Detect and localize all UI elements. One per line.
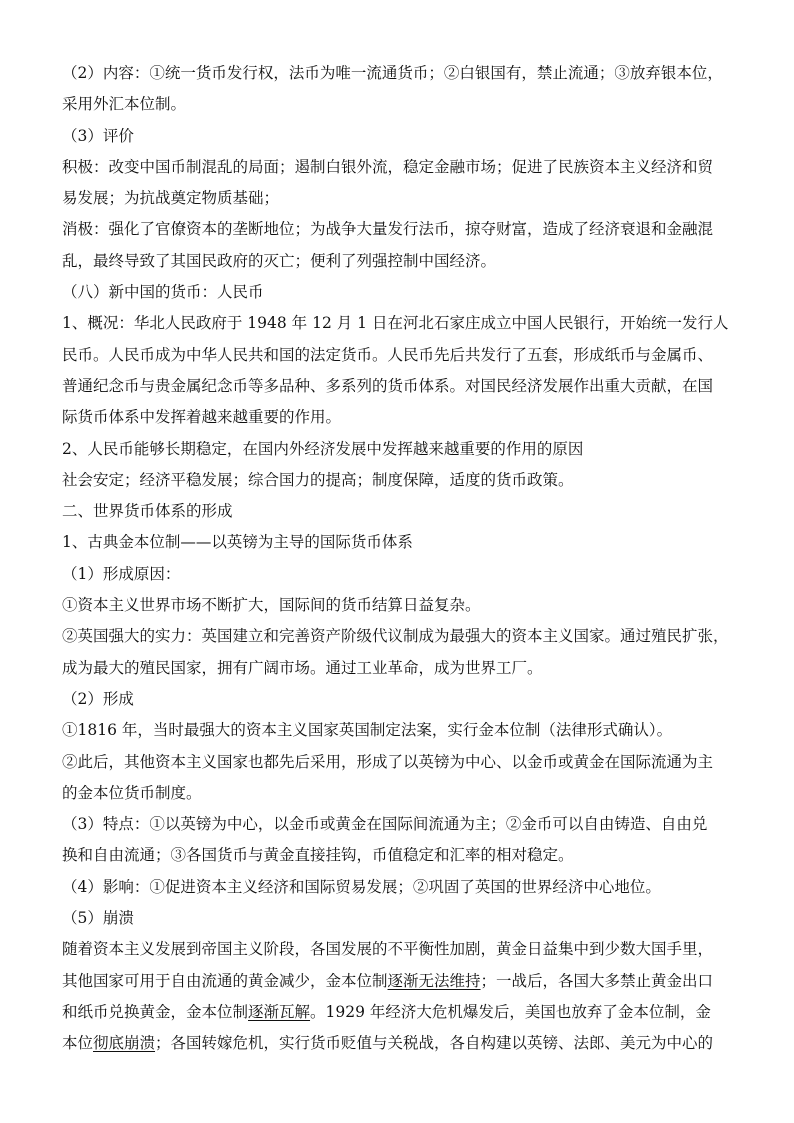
text-line: （2）形成 (62, 689, 134, 708)
text-line: 成为最大的殖民国家，拥有广阔市场。通过工业革命，成为世界工厂。 (62, 658, 543, 677)
text-line (62, 997, 742, 1028)
text-line: （4）影响：①促进资本主义经济和国际贸易发展；②巩固了英国的世界经济中心地位。 (62, 877, 661, 896)
text-line: （3）特点：①以英镑为中心，以金币或黄金在国际间流通为主；②金币可以自由铸造、自由兑 (62, 815, 708, 834)
text-segment: ；一战后，各国大多禁止黄金出口 (480, 971, 714, 990)
text-line: 民币。人民币成为中华人民共和国的法定货币。人民币先后共发行了五套，形成纸币与金属币、 (62, 345, 714, 364)
text-segment: 和纸币兑换黄金，金本位制 (62, 1002, 249, 1021)
document-page (62, 58, 742, 1060)
text-line (62, 966, 742, 997)
text-line: 普通纪念币与贵金属纪念币等多品种、多系列的货币体系。对国民经济发展作出重大贡献，在国 (62, 376, 714, 395)
text-line: 2、人民币能够长期稳定，在国内外经济发展中发挥越来越重要的作用的原因 (62, 439, 584, 458)
text-line: 的金本位货币制度。 (62, 783, 202, 802)
text-line: ②英国强大的实力：英国建立和完善资产阶级代议制成为最强大的资本主义国家。通过殖民扩张， (62, 627, 729, 646)
text-line: 消极：强化了官僚资本的垄断地位；为战争大量发行法币，掠夺财富，造成了经济衰退和金融混 (62, 220, 714, 239)
text-line: ①资本主义世界市场不断扩大，国际间的货币结算日益复杂。 (62, 596, 481, 615)
section-heading: 二、世界货币体系的形成 (62, 502, 233, 521)
text-line: 社会安定；经济平稳发展；综合国力的提高；制度保障，适度的货币政策。 (62, 470, 574, 489)
text-segment: ；各国转嫁危机，实行货币贬值与关税战，各自构建以英镑、法郎、美元为中心的 (155, 1034, 714, 1053)
text-line: （3）评价 (62, 126, 134, 145)
text-segment: 。1929 年经济大危机爆发后，美国也放弃了金本位制，金 (310, 1002, 711, 1021)
text-line: 采用外汇本位制。 (62, 95, 187, 114)
underlined-phrase: 彻底崩溃 (93, 1034, 156, 1053)
text-segment: 本位 (62, 1034, 94, 1053)
text-line: 积极：改变中国币制混乱的局面；遏制白银外流，稳定金融市场；促进了民族资本主义经济和贸 (62, 157, 714, 176)
section-heading: （八）新中国的货币：人民币 (62, 283, 264, 302)
text-line: 际货币体系中发挥着越来越重要的作用。 (62, 408, 342, 427)
text-line: 乱，最终导致了其国民政府的灭亡；便利了列强控制中国经济。 (62, 251, 497, 270)
underlined-phrase: 逐渐无法维持 (387, 971, 481, 990)
text-line: （1）形成原因： (62, 564, 181, 583)
text-line: 易发展；为抗战奠定物质基础； (62, 189, 280, 208)
text-line: ②此后，其他资本主义国家也都先后采用，形成了以英镑为中心、以金币或黄金在国际流通为主 (62, 752, 714, 771)
text-line: 换和自由流通；③各国货币与黄金直接挂钩，币值稳定和汇率的相对稳定。 (62, 846, 574, 865)
underlined-phrase: 逐渐瓦解 (248, 1002, 311, 1021)
text-line: （5）崩溃 (62, 909, 134, 928)
text-line: 随着资本主义发展到帝国主义阶段，各国发展的不平衡性加剧，黄金日益集中到少数大国手里， (62, 940, 714, 959)
text-segment: 其他国家可用于自由流通的黄金减少，金本位制 (62, 971, 388, 990)
text-line: 1、概况：华北人民政府于 1948 年 12 月 1 日在河北石家庄成立中国人民银行，开始统一发行人 (62, 314, 729, 333)
text-line (62, 1028, 742, 1059)
text-line: ①1816 年，当时最强大的资本主义国家英国制定法案，实行金本位制（法律形式确认）。 (62, 721, 673, 740)
text-line: 1、古典金本位制——以英镑为主导的国际货币体系 (62, 533, 413, 552)
text-line: （2）内容：①统一货币发行权，法币为唯一流通货币；②白银国有，禁止流通；③放弃银本位， (62, 64, 723, 82)
